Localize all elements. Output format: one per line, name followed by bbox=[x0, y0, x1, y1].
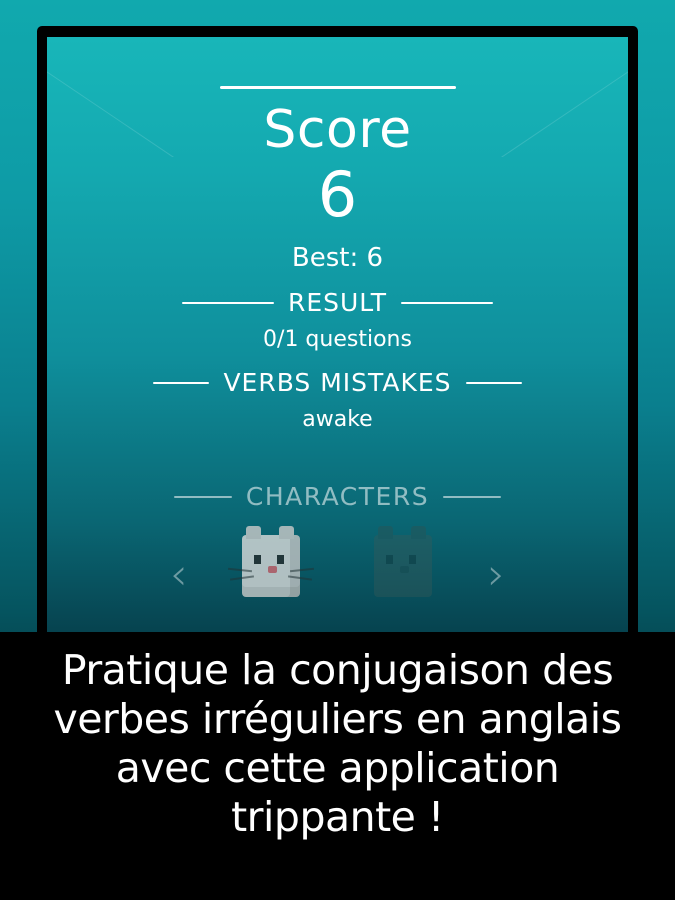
mistakes-section-title: VERBS MISTAKES bbox=[223, 368, 452, 397]
cube-ear-left bbox=[246, 526, 261, 539]
cube-ear-right bbox=[411, 526, 426, 539]
promo-caption-text: Pratique la conjugaison des verbes irréguliers en anglais avec cette application trippante ! bbox=[53, 646, 622, 841]
mistakes-divider-left bbox=[153, 382, 209, 384]
result-divider-left bbox=[182, 302, 274, 304]
cube-eye-left bbox=[386, 555, 393, 564]
mistakes-value: awake bbox=[302, 407, 373, 432]
cube-eye-right bbox=[409, 555, 416, 564]
results-content bbox=[47, 86, 628, 623]
cube-whisker bbox=[289, 568, 313, 572]
best-score-label: Best: 6 bbox=[291, 243, 384, 273]
character-carousel[interactable] bbox=[47, 527, 628, 623]
locked-cube-icon bbox=[374, 535, 432, 597]
result-section-header bbox=[47, 289, 628, 317]
characters-section-header bbox=[47, 483, 628, 511]
cube-whisker bbox=[227, 568, 251, 572]
characters-divider-right bbox=[443, 496, 501, 498]
score-label: Score bbox=[263, 100, 412, 160]
cube-whisker bbox=[287, 575, 311, 580]
character-item-locked[interactable] bbox=[356, 529, 452, 621]
cube-ear-right bbox=[279, 526, 294, 539]
cube-nose bbox=[400, 566, 409, 573]
mistakes-divider-right bbox=[466, 382, 522, 384]
result-value: 0/1 questions bbox=[263, 327, 412, 352]
cube-ear-left bbox=[378, 526, 393, 539]
cube-eye-right bbox=[277, 555, 284, 564]
score-value: 6 bbox=[317, 158, 358, 231]
promo-caption-bar bbox=[0, 632, 675, 900]
characters-section-title: CHARACTERS bbox=[245, 482, 430, 511]
result-section-title: RESULT bbox=[287, 288, 388, 317]
chevron-right-icon[interactable]: › bbox=[487, 549, 506, 600]
character-item-selected[interactable] bbox=[224, 529, 320, 621]
chevron-left-icon[interactable]: ‹ bbox=[169, 549, 188, 600]
result-divider-right bbox=[401, 302, 493, 304]
top-divider bbox=[220, 86, 456, 89]
characters-divider-left bbox=[174, 496, 232, 498]
cube-eye-left bbox=[254, 555, 261, 564]
cube-nose bbox=[268, 566, 277, 573]
cat-cube-icon bbox=[242, 535, 300, 597]
mistakes-section-header bbox=[47, 369, 628, 397]
cube-whisker bbox=[229, 575, 253, 580]
